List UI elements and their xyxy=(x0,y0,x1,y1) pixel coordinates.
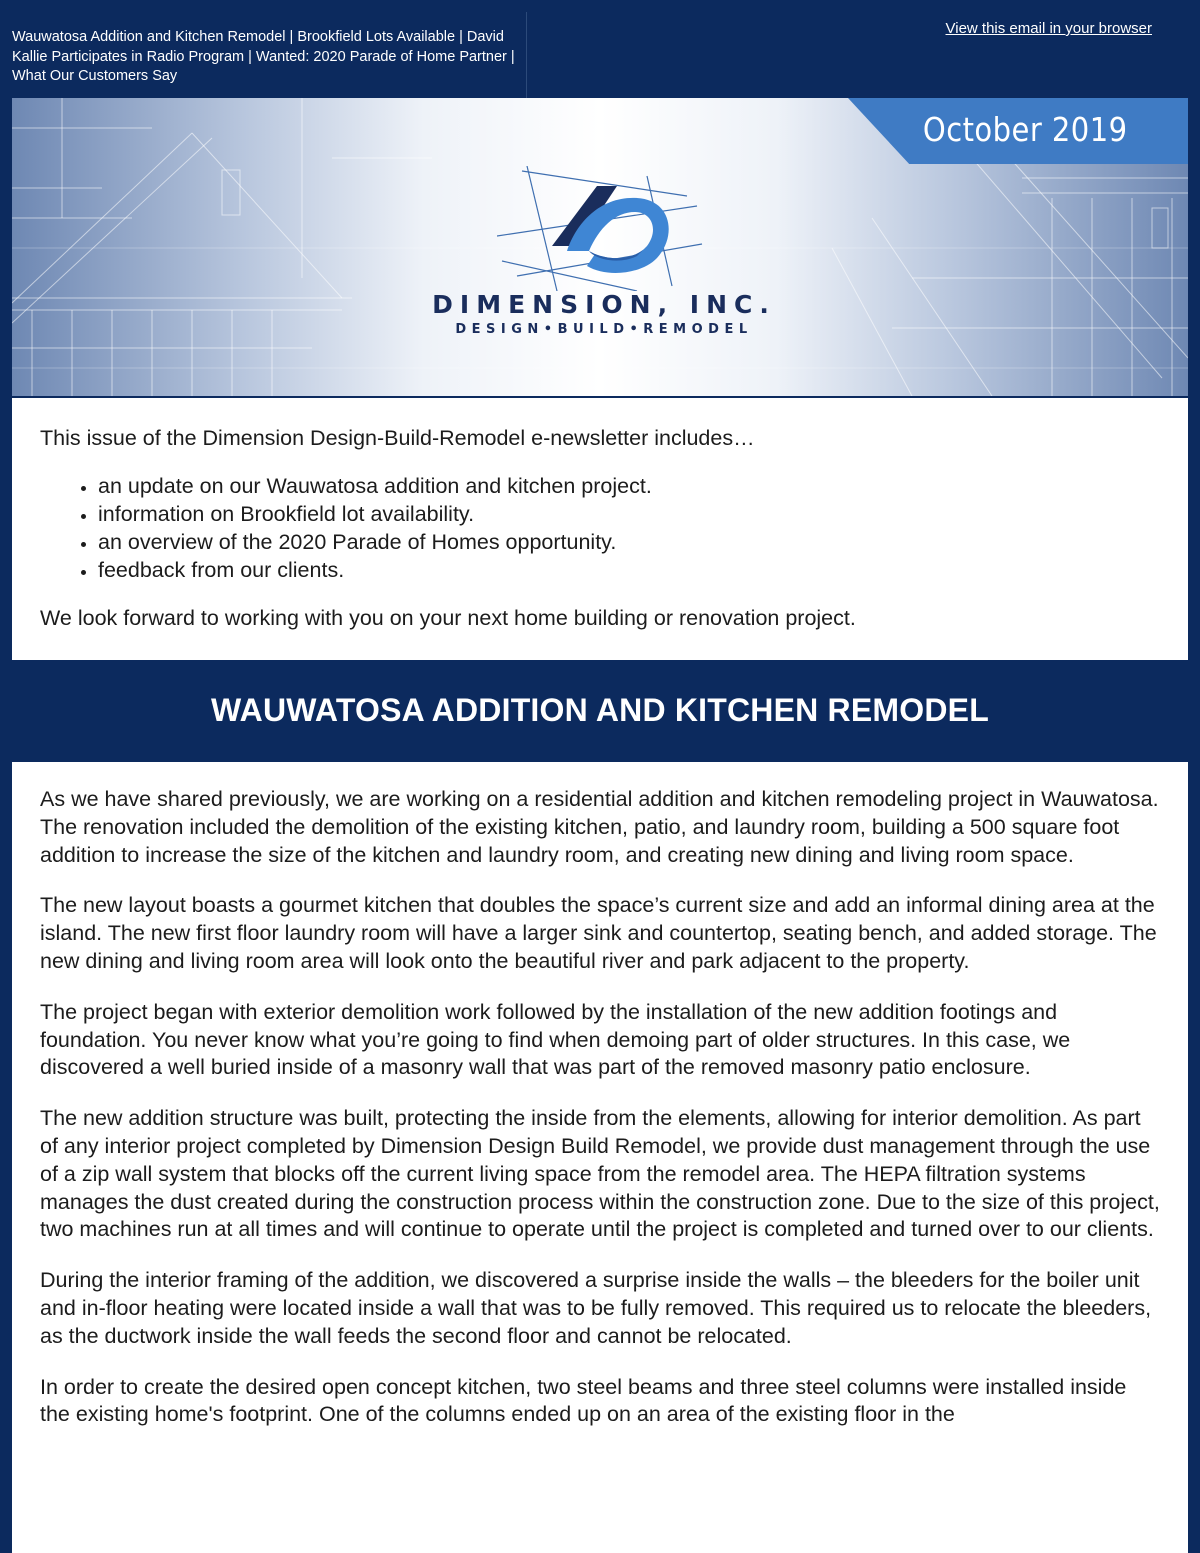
article-paragraph: The new layout boasts a gourmet kitchen that doubles the space’s current size and add an informal dining area at the island. The new first floor laundry room will have a larger sink and countertop, seating bench, and added storage. The new dining and living room area will look onto the beautiful river and park adjacent to the property. xyxy=(40,893,1157,973)
article-paragraph: During the interior framing of the addition, we discovered a surprise inside the walls – the bleeders for the boiler unit and in-floor heating were located inside a wall that was to be fully removed. This required us to relocate the bleeders, as the ductwork inside the wall feeds the second floor and cannot be relocated. xyxy=(40,1268,1152,1348)
section-title: WAUWATOSA ADDITION AND KITCHEN REMODEL xyxy=(211,691,989,728)
list-item: • information on Brookfield lot availability. xyxy=(98,500,1160,528)
article-paragraph: The new addition structure was built, protecting the inside from the elements, allowing for interior demolition. As part of any interior project completed by Dimension Design Build Remodel, we provide dust management through the use of a zip wall system that blocks off the current living space from the remodel area. The HEPA filtration systems manages the dust created during the construction process within the construction zone. Due to the size of this project, two machines run at all times and will continue to operate until the project is completed and turned over to our clients. xyxy=(40,1106,1160,1242)
list-item: • an update on our Wauwatosa addition and kitchen project. xyxy=(98,472,1160,500)
article-paragraph: As we have shared previously, we are working on a residential addition and kitchen remodeling project in Wauwatosa. The renovation included the demolition of the existing kitchen, patio, and laundry room, building a 500 square foot addition to increase the size of the kitchen and laundry room, and creating new dining and living room space. xyxy=(40,787,1159,867)
article-paragraph: In order to create the desired open concept kitchen, two steel beams and three steel columns were installed inside the existing home's footprint. One of the columns ended up on an area of the existing floor in the xyxy=(40,1374,1127,1427)
header-banner xyxy=(12,98,1188,396)
preheader xyxy=(0,0,1200,98)
preheader-divider xyxy=(526,12,527,98)
intro-closing: We look forward to working with you on your next home building or renovation project. xyxy=(40,606,856,630)
section-header xyxy=(12,660,1188,760)
intro-lead: This issue of the Dimension Design-Build-Remodel e-newsletter includes… xyxy=(40,426,755,450)
intro-list xyxy=(98,472,1160,584)
list-item: • feedback from our clients. xyxy=(98,556,1160,584)
dimension-logo-icon xyxy=(497,166,707,291)
issue-date: October 2019 xyxy=(923,110,1128,149)
view-in-browser-link[interactable]: View this email in your browser xyxy=(945,20,1152,37)
intro-section xyxy=(12,398,1188,660)
article-paragraph: The project began with exterior demolition work followed by the installation of the new addition footings and foundation. You never know what you’re going to find when demoing part of older structures. In this case, we discovered a well buried inside of a masonry wall that was part of the removed masonry patio enclosure. xyxy=(40,999,1071,1080)
list-item: • an overview of the 2020 Parade of Homes opportunity. xyxy=(98,528,1160,556)
company-tagline: DESIGN•BUILD•REMODEL xyxy=(455,322,753,337)
preheader-summary: Wauwatosa Addition and Kitchen Remodel | Brookfield Lots Available | David Kallie Participates in Radio Program | Wanted: 2020 Parade of Home Partner | What Our Customers Say xyxy=(12,29,515,84)
company-name: DIMENSION, INC. xyxy=(432,290,776,319)
article-body xyxy=(12,762,1188,1553)
